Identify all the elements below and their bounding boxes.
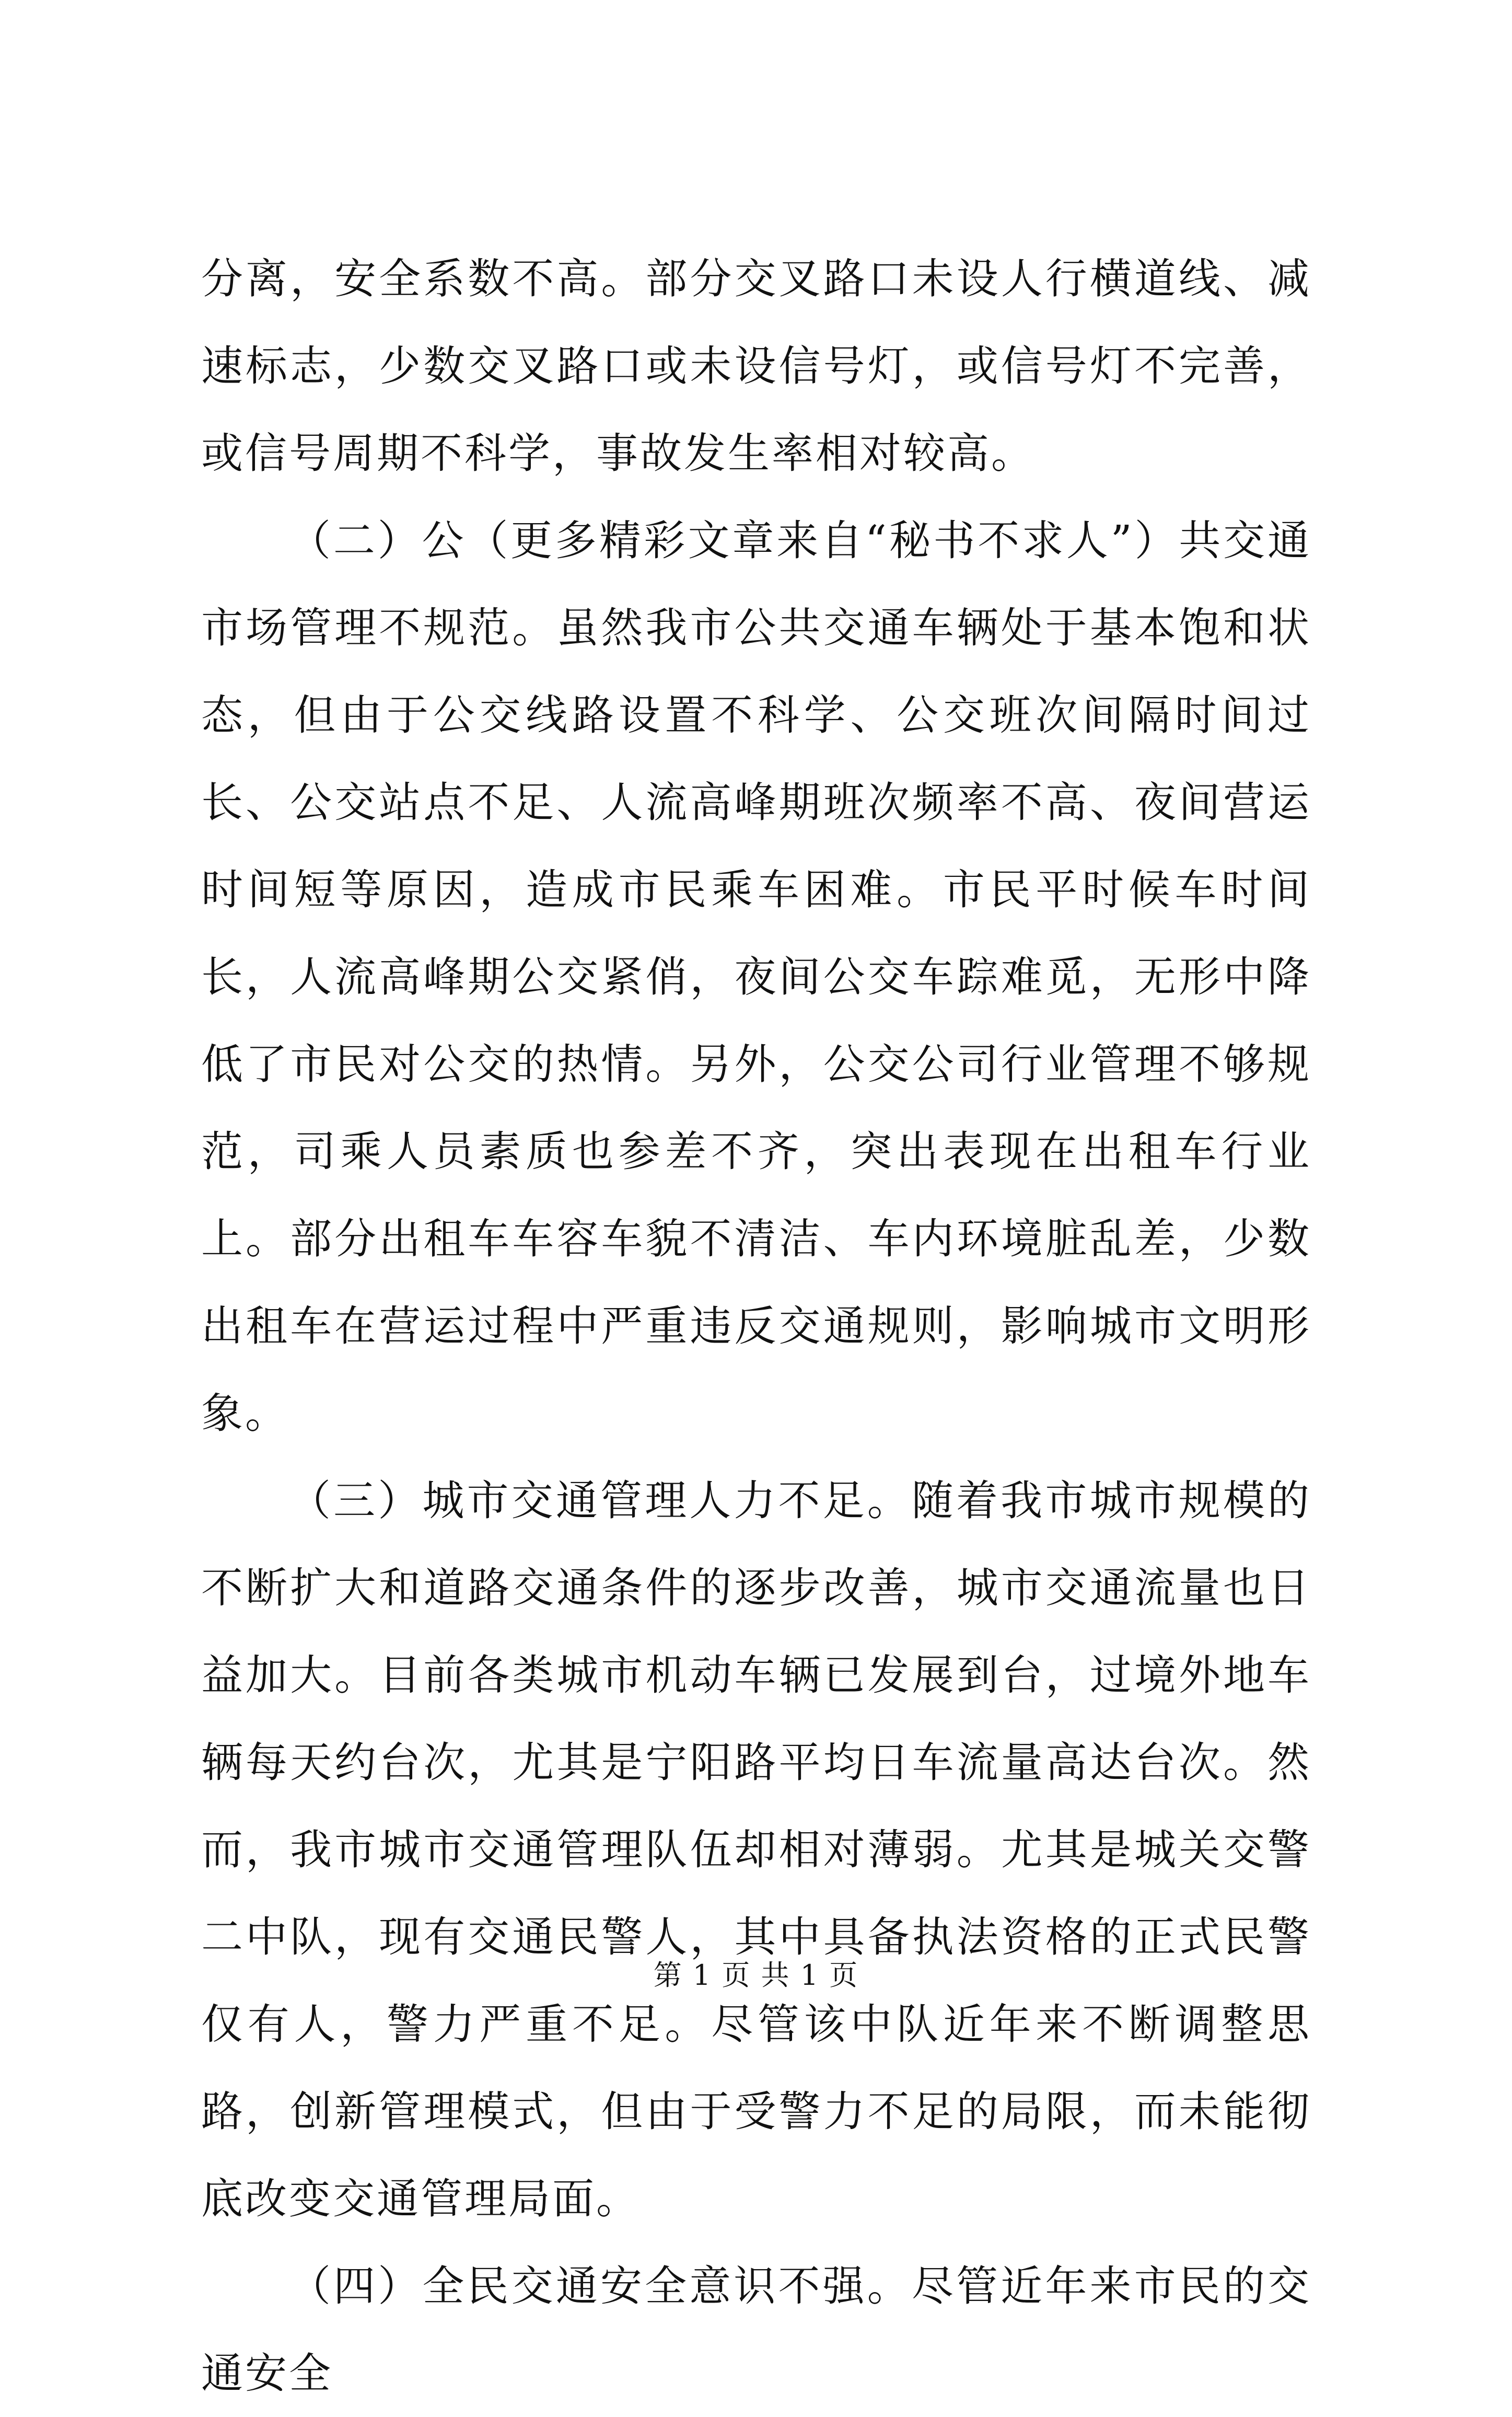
paragraph-safety-awareness: （四）全民交通安全意识不强。尽管近年来市民的交通安全 — [201, 2262, 1311, 2398]
paragraph-public-transport: （二）公（更多精彩文章来自“秘书不求人”）共交通市场管理不规范。虽然我市公共交通车辆处于基本饱和状态，但由于公交线路设置不科学、公交班次间隔时间过长、公交站点不足、人流高峰期班次频率不高、夜间营运时间短等原因，造成市民乘车困难。市民平时候车时间长，人流高峰期公交紧俏，夜间公交车踪难觅，无形中降低了市民对公交的热情。另外，公交公司行业管理不够规范，司乘人员素质也参差不齐，突出表现在出租车行业上。部分出租车车容车貌不清洁、车内环境脏乱差，少数出租车在营运过程中严重违反交通规则，影响城市文明形象。 — [201, 516, 1311, 1438]
page-footer: 第 1 页 共 1 页 — [653, 1959, 859, 1992]
paragraph-continuation: 分离，安全系数不高。部分交叉路口未设人行横道线、减速标志，少数交叉路口或未设信号灯，或信号灯不完善，或信号周期不科学，事故发生率相对较高。 — [201, 255, 1311, 478]
document-body — [201, 235, 1311, 2417]
paragraph-traffic-manpower: （三）城市交通管理人力不足。随着我市城市规模的不断扩大和道路交通条件的逐步改善，城市交通流量也日益加大。目前各类城市机动车辆已发展到台，过境外地车辆每天约台次，尤其是宁阳路平均日车流量高达台次。然而，我市城市交通管理队伍却相对薄弱。尤其是城关交警二中队，现有交通民警人，其中具备执法资格的正式民警仅有人，警力严重不足。尽管该中队近年来不断调整思路，创新管理模式，但由于受警力不足的局限，而未能彻底改变交通管理局面。 — [201, 1476, 1311, 2223]
